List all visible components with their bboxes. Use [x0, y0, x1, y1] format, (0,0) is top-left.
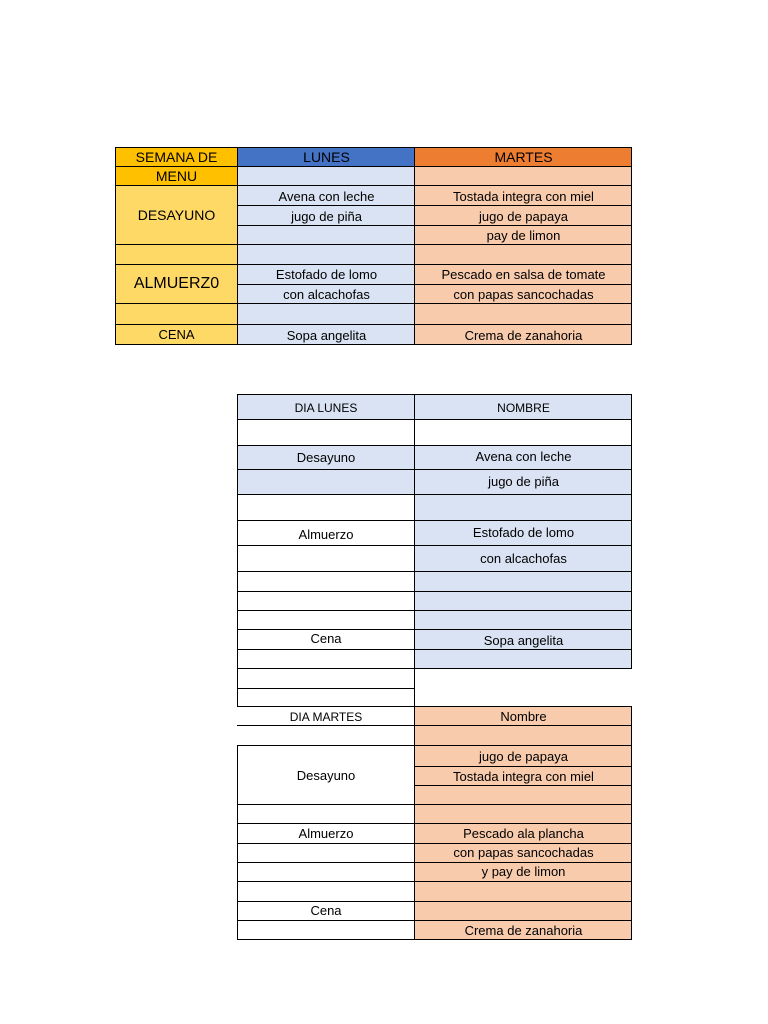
lunes-almuerzo-label: Almuerzo: [298, 527, 354, 542]
dia-martes-header: DIA MARTES: [289, 709, 363, 724]
martes-almuerzo-item-1: Pescado ala plancha: [463, 826, 584, 841]
martes-cena-item: Crema de zanahoria: [464, 923, 583, 938]
martes-desayuno-label: Desayuno: [296, 767, 356, 783]
header-semana-de: SEMANA DE: [135, 149, 218, 165]
menu-label: MENU: [155, 168, 198, 184]
martes-desayuno-1: Tostada integra con miel: [453, 188, 594, 204]
martes-almuerzo-item-3: y pay de limon: [481, 864, 566, 879]
martes-cena: Crema de zanahoria: [464, 327, 583, 343]
lunes-desayuno-item-2: jugo de piña: [488, 474, 559, 489]
lunes-cena-item: Sopa angelita: [483, 632, 564, 648]
almuerzo-label: ALMUERZ0: [133, 275, 220, 292]
nombre-header-martes: Nombre: [500, 709, 547, 724]
martes-desayuno-item-1: jugo de papaya: [479, 749, 568, 764]
lunes-cena-label: Cena: [310, 630, 342, 646]
header-lunes: LUNES: [303, 149, 350, 165]
dia-lunes-header: DIA LUNES: [294, 400, 358, 415]
lunes-desayuno-1: Avena con leche: [278, 188, 375, 204]
martes-desayuno-2: jugo de papaya: [479, 208, 568, 224]
lunes-desayuno-label: Desayuno: [296, 450, 356, 465]
lunes-almuerzo-2: con alcachofas: [283, 286, 370, 302]
martes-almuerzo-item-2: con papas sancochadas: [453, 845, 594, 860]
lunes-almuerzo-item-1: Estofado de lomo: [472, 525, 575, 540]
martes-almuerzo-1: Pescado en salsa de tomate: [441, 266, 606, 282]
nombre-header: NOMBRE: [497, 400, 550, 415]
lunes-cena: Sopa angelita: [286, 327, 367, 343]
cena-label: CENA: [158, 326, 195, 342]
lunes-desayuno-2: jugo de piña: [291, 208, 362, 224]
lunes-almuerzo-1: Estofado de lomo: [275, 266, 378, 282]
lunes-desayuno-item-1: Avena con leche: [475, 449, 572, 464]
martes-almuerzo-2: con papas sancochadas: [453, 286, 594, 302]
lunes-almuerzo-item-2: con alcachofas: [480, 551, 567, 566]
martes-desayuno-item-2: Tostada integra con miel: [453, 769, 594, 784]
martes-desayuno-3: pay de limon: [486, 228, 561, 243]
header-martes: MARTES: [494, 149, 553, 165]
martes-almuerzo-label: Almuerzo: [298, 826, 354, 841]
martes-cena-label: Cena: [310, 903, 342, 918]
desayuno-label: DESAYUNO: [137, 206, 216, 223]
